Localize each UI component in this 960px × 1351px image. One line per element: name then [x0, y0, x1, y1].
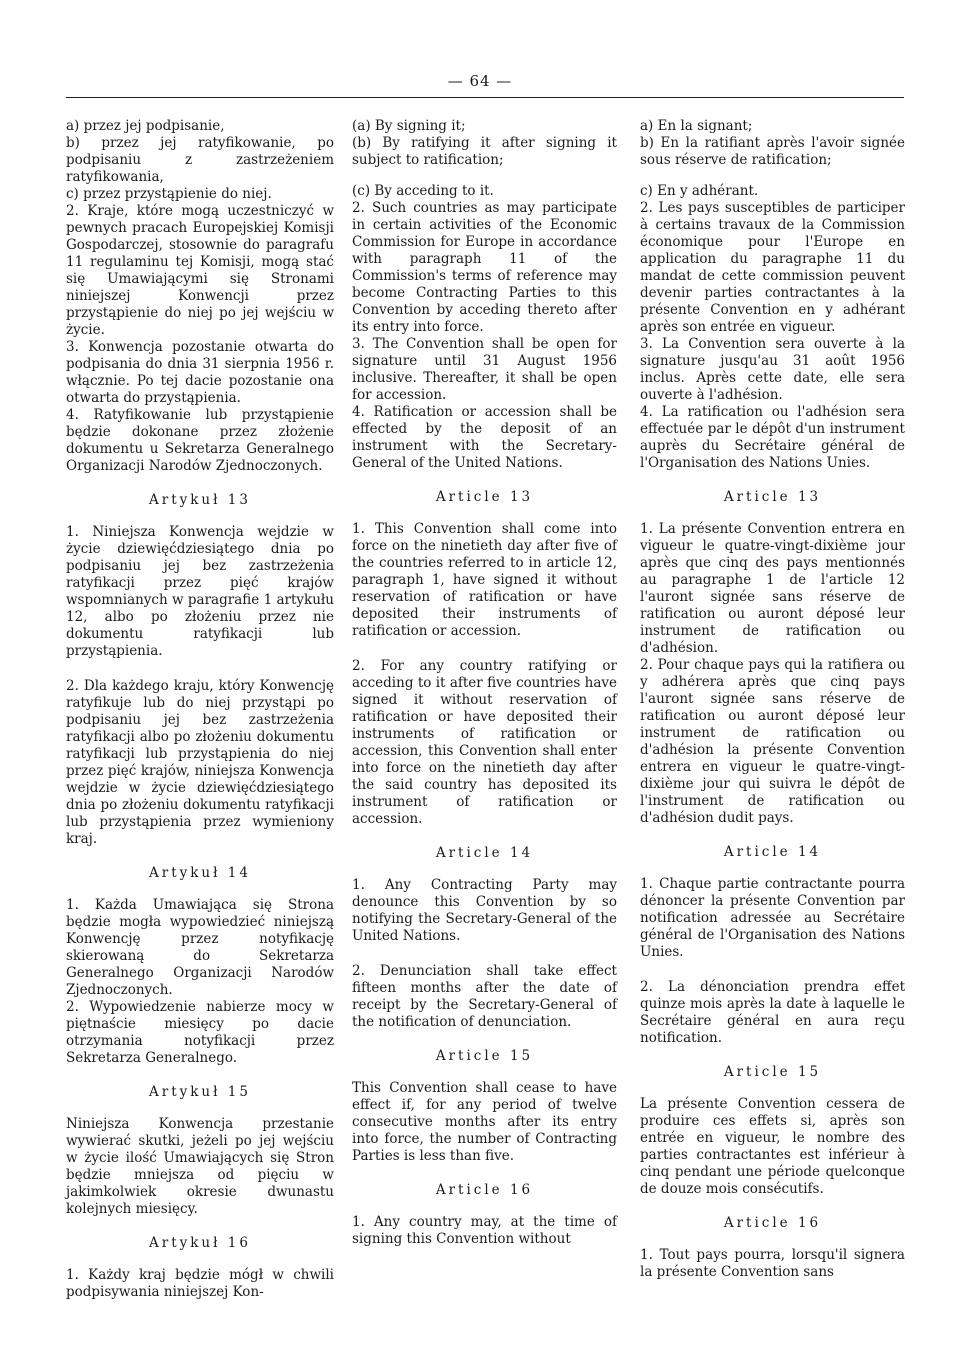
- french-article-16-heading: Article 16: [723, 1215, 822, 1231]
- polish-article-14-heading: Artykuł 14: [149, 865, 251, 881]
- polish-paragraph-3: 3. Konwencja pozostanie otwarta do podpisania do dnia 31 sierpnia 1956 r. włącznie. Po tej dacie pozostanie ona otwarta do przystąpienia.: [66, 339, 334, 406]
- polish-paragraph-4: 4. Ratyfikowanie lub przystąpienie będzie dokonane przez złożenie dokumentu u Sekretarza Generalnego Organizacji Narodów Zjednoczonych.: [66, 407, 334, 474]
- english-article-14-paragraph-2: 2. Denunciation shall take effect fifteen months after the date of receipt by the Secretary-General of the notification of denunciation.: [352, 963, 617, 1030]
- polish-article-14-paragraph-1: 1. Każda Umawiająca się Strona będzie mogła wypowiedzieć niniejszą Konwencję przez notyfikację skierowaną do Sekretarza Generalnego Organizacji Narodów Zjednoczonych.: [66, 897, 334, 998]
- french-paragraph-4: 4. La ratification ou l'adhésion sera effectuée par le dépôt d'un instrument auprès du Secrétaire général de l'Organisation des Nations Unies.: [640, 404, 905, 471]
- polish-article-13-heading: Artykuł 13: [149, 492, 251, 508]
- polish-article-15-heading: Artykuł 15: [149, 1084, 251, 1100]
- english-paragraph-3: 3. The Convention shall be open for signature until 31 August 1956 inclusive. Thereafter, it shall be open for accession.: [352, 336, 617, 403]
- french-intro-c: c) En y adhérant.: [640, 183, 759, 199]
- english-article-15-paragraph: This Convention shall cease to have effect if, for any period of twelve consecutive months after its entry into force, the number of Contracting Parties is less than five.: [352, 1080, 617, 1164]
- polish-article-16-paragraph-1: 1. Każdy kraj będzie mógł w chwili podpisywania niniejszej Kon-: [66, 1267, 334, 1300]
- polish-article-16-heading: Artykuł 16: [149, 1235, 251, 1251]
- french-article-15-paragraph: La présente Convention cessera de produire ces effets si, après son entrée en vigueur, le nombre des parties contractantes est inférieur à cinq pendant une période quelconque de douze mois consécutifs.: [640, 1096, 905, 1197]
- english-article-16-paragraph-1: 1. Any country may, at the time of signing this Convention without: [352, 1214, 617, 1247]
- polish-intro-c: c) przez przystąpienie do niej.: [66, 186, 272, 202]
- french-article-13-paragraph-1: 1. La présente Convention entrera en vigueur le quatre-vingt-dixième jour après que cinq des pays mentionnés au paragraphe 1 de l'article 12 l'auront signée sans réserve de ratification ou auront déposé leur instrument de ratification ou d'adhésion.: [640, 521, 905, 656]
- french-article-14-paragraph-2: 2. La dénonciation prendra effet quinze mois après la date à laquelle le Secrétaire général en aura reçu notification.: [640, 979, 905, 1046]
- page-number: — 64 —: [447, 72, 513, 90]
- polish-intro-b: b) przez jej ratyfikowanie, po podpisaniu z zastrzeżeniem ratyfikowania,: [66, 135, 334, 185]
- english-column: [352, 118, 617, 1248]
- polish-column: [66, 118, 334, 1301]
- english-article-13-paragraph-1: 1. This Convention shall come into force on the ninetieth day after five of the countries referred to in article 12, paragraph 1, have signed it without reservation of ratification or have deposited their instruments of ratification or accession.: [352, 521, 617, 639]
- english-intro-a: (a) By signing it;: [352, 118, 466, 134]
- french-article-15-heading: Article 15: [723, 1064, 822, 1080]
- english-article-15-heading: Article 15: [435, 1048, 534, 1064]
- english-article-16-heading: Article 16: [435, 1182, 534, 1198]
- header-rule: [66, 97, 904, 98]
- french-intro-a: a) En la signant;: [640, 118, 753, 134]
- french-article-13-heading: Article 13: [723, 489, 822, 505]
- english-article-14-paragraph-1: 1. Any Contracting Party may denounce this Convention by so notifying the Secretary-General of the United Nations.: [352, 877, 617, 944]
- polish-paragraph-2: 2. Kraje, które mogą uczestniczyć w pewnych pracach Europejskiej Komisji Gospodarczej, stosownie do paragrafu 11 regulaminu tej Komisji, mogą stać się Umawiającymi się Stronami niniejszej Konwencji przez przystąpienie do niej po jej wejściu w życie.: [66, 203, 334, 338]
- polish-article-13-paragraph-2: 2. Dla każdego kraju, który Konwencję ratyfikuje lub do niej przystąpi po podpisaniu jej bez zastrzeżenia ratyfikacji albo po złożeniu dokumentu ratyfikacji lub przystąpienia do niej przez pięć krajów, niniejsza Konwencja wejdzie w życie dziewięćdziesiątego dnia po złożeniu dokumentu ratyfikacji lub przystąpienia przez wymieniony kraj.: [66, 678, 334, 847]
- french-article-14-paragraph-1: 1. Chaque partie contractante pourra dénoncer la présente Convention par notification adressée au Secrétaire général de l'Organisation des Nations Unies.: [640, 876, 905, 960]
- polish-article-15-paragraph: Niniejsza Konwencja przestanie wywierać skutki, jeżeli po jej wejściu w życie ilość Umawiających się Stron będzie mniejsza od pięciu w jakimkolwiek okresie dwunastu kolejnych miesięcy.: [66, 1116, 334, 1217]
- english-article-13-heading: Article 13: [435, 489, 534, 505]
- english-intro-c: (c) By acceding to it.: [352, 183, 494, 199]
- french-article-14-heading: Article 14: [723, 844, 822, 860]
- english-article-14-heading: Article 14: [435, 845, 534, 861]
- french-article-13-paragraph-2: 2. Pour chaque pays qui la ratifiera ou y adhérera après que cinq pays l'auront signée sans réserve de ratification ou auront déposé leur instrument de ratification ou d'adhésion la présente Convention entrera en vigueur le quatre-vingt-dixième jour qui suivra le dépôt de l'instrument de ratification ou d'adhésion dudit pays.: [640, 657, 905, 826]
- french-intro-b: b) En la ratifiant après l'avoir signée sous réserve de ratification;: [640, 135, 905, 168]
- french-paragraph-2: 2. Les pays susceptibles de participer à certains travaux de la Commission économique pour l'Europe en application du paragraphe 11 du mandat de cette commission peuvent devenir parties contractantes à la présente Convention en y adhérant après son entrée en vigueur.: [640, 200, 905, 335]
- polish-intro-a: a) przez jej podpisanie,: [66, 118, 225, 134]
- english-paragraph-4: 4. Ratification or accession shall be effected by the deposit of an instrument with the Secretary-General of the United Nations.: [352, 404, 617, 471]
- french-paragraph-3: 3. La Convention sera ouverte à la signature jusqu'au 31 août 1956 inclus. Après cette date, elle sera ouverte à l'adhésion.: [640, 336, 905, 403]
- french-column: [640, 118, 905, 1281]
- polish-article-13-paragraph-1: 1. Niniejsza Konwencja wejdzie w życie dziewięćdziesiątego dnia po podpisaniu jej bez zastrzeżenia ratyfikacji przez pięć krajów wspomnianych w paragrafie 1 artykułu 12, albo po złożeniu przez nie dokumentu ratyfikacji lub przystąpienia.: [66, 524, 334, 659]
- french-article-16-paragraph-1: 1. Tout pays pourra, lorsqu'il signera la présente Convention sans: [640, 1247, 905, 1280]
- english-article-13-paragraph-2: 2. For any country ratifying or acceding to it after five countries have signed it without reservation of ratification or have deposited their instruments of ratification or accession, this Convention shall enter into force on the ninetieth day after the said country has deposited its instrument of ratification or accession.: [352, 658, 617, 827]
- polish-article-14-paragraph-2: 2. Wypowiedzenie nabierze mocy w piętnaście miesięcy po dacie otrzymania notyfikacji przez Sekretarza Generalnego.: [66, 999, 334, 1066]
- english-paragraph-2: 2. Such countries as may participate in certain activities of the Economic Commission for Europe in accordance with paragraph 11 of the Commission's terms of reference may become Contracting Parties to this Convention by acceding thereto after its entry into force.: [352, 200, 617, 335]
- english-intro-b: (b) By ratifying it after signing it subject to ratification;: [352, 135, 617, 168]
